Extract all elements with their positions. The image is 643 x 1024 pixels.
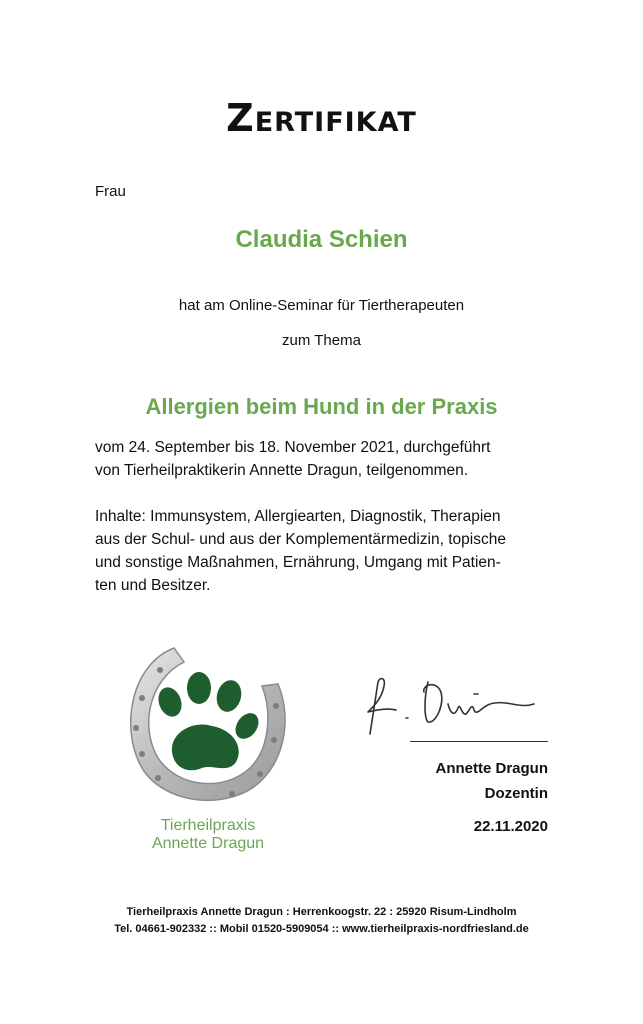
certificate-date: 22.11.2020 bbox=[473, 818, 548, 835]
logo-text-line-2: Annette Dragun bbox=[151, 835, 265, 852]
signer-name: Annette Dragun bbox=[435, 760, 548, 777]
details-line-2: von Tierheilpraktikerin Annette Dragun, teilgenommen. bbox=[95, 462, 469, 479]
horseshoe-icon bbox=[131, 648, 285, 800]
footer-contact: Tel. 04661-902332 :: Mobil 01520-5909054 :: www.tierheilpraxis-nordfriesland.de bbox=[114, 923, 529, 935]
statement-line-2: zum Thema bbox=[282, 332, 361, 349]
seminar-topic: Allergien beim Hund in der Praxis bbox=[145, 394, 498, 419]
certificate-title: Zertifikat bbox=[226, 96, 417, 140]
details-paragraph bbox=[95, 436, 555, 482]
paw-icon bbox=[155, 672, 264, 770]
contents-line-3: und sonstige Maßnahmen, Ernährung, Umgang mit Patien- bbox=[95, 554, 501, 571]
handwritten-signature bbox=[362, 672, 552, 742]
participant-name: Claudia Schien bbox=[235, 226, 408, 253]
signer-role: Dozentin bbox=[484, 785, 548, 802]
contents-line-4: ten und Besitzer. bbox=[95, 577, 211, 594]
logo-text-line-1: Tierheilpraxis bbox=[160, 817, 256, 834]
details-line-1: vom 24. September bis 18. November 2021, durchgeführt bbox=[95, 439, 491, 456]
contents-paragraph bbox=[95, 505, 555, 597]
statement-line-1: hat am Online-Seminar für Tiertherapeuten bbox=[178, 297, 465, 314]
contents-line-2: aus der Schul- und aus der Komplementärmedizin, topische bbox=[95, 531, 506, 548]
footer-address: Tierheilpraxis Annette Dragun : Herrenkoogstr. 22 : 25920 Risum-Lindholm bbox=[126, 906, 517, 918]
salutation: Frau bbox=[95, 183, 126, 200]
horseshoe-paw-logo bbox=[112, 640, 302, 820]
contents-line-1: Inhalte: Immunsystem, Allergiearten, Diagnostik, Therapien bbox=[95, 508, 501, 525]
signature-line bbox=[410, 741, 548, 742]
